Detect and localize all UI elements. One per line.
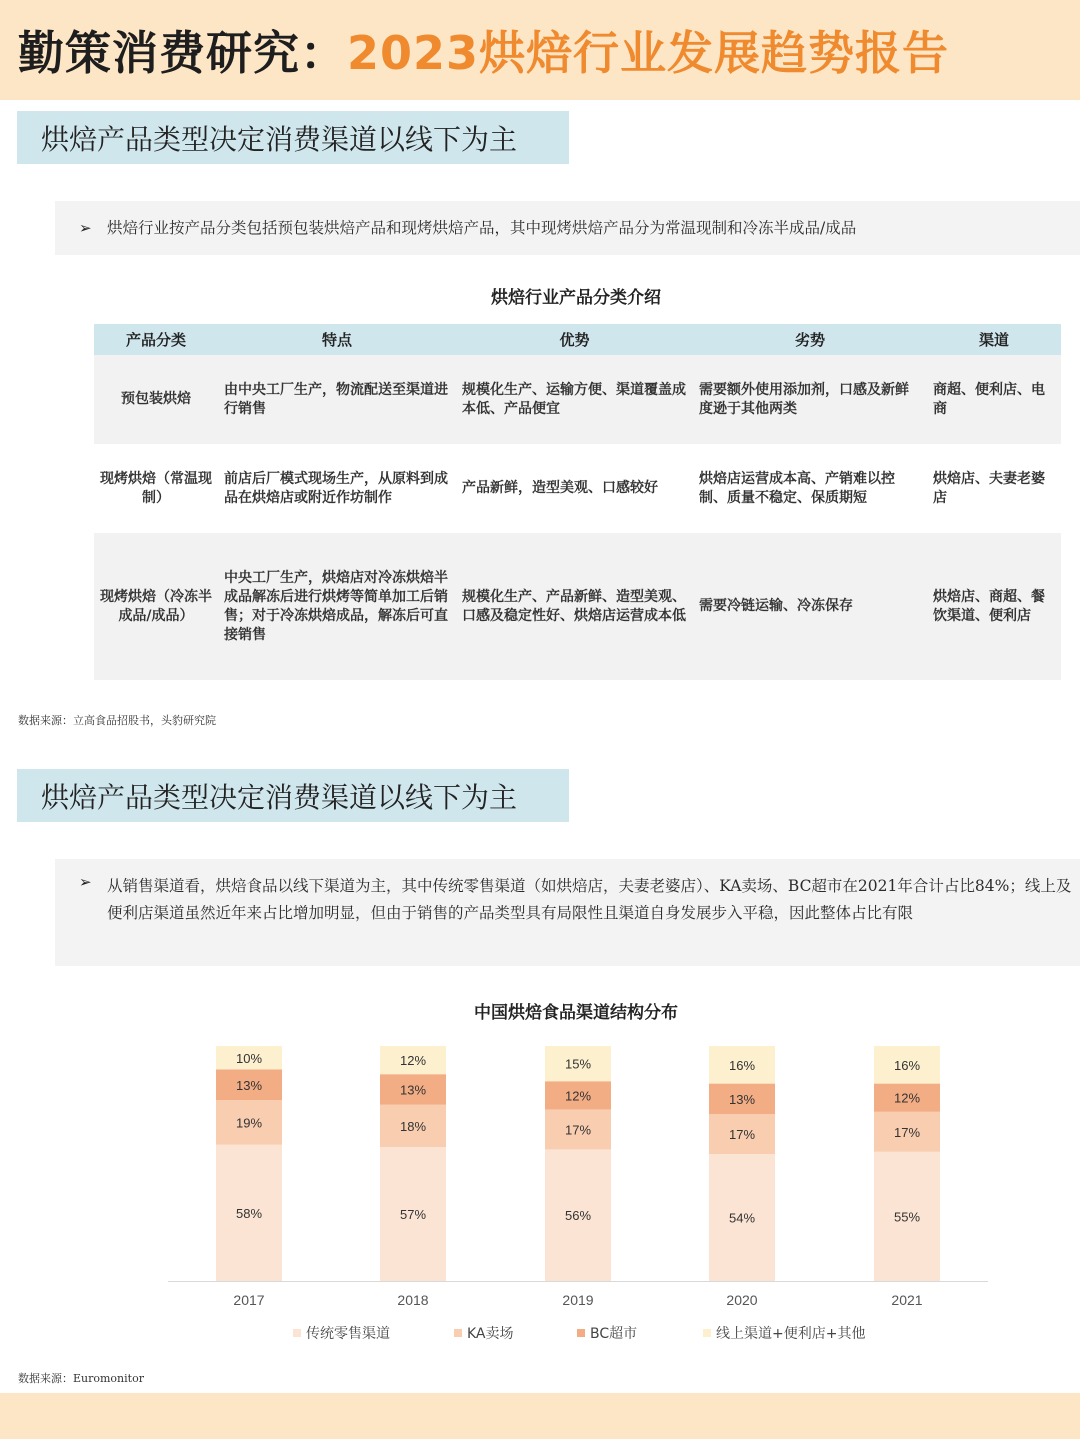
data-label: 16% xyxy=(728,1057,756,1073)
bullet-text: 从销售渠道看，烘焙食品以线下渠道为主，其中传统零售渠道（如烘焙店，夫妻老婆店）、KA卖场、BC超市在2021年合计占比84%；线上及便利店渠道虽然近年来占比增加明显，但由于销售的产品类型具有局限性且渠道自身发展步入平稳，因此整体占比有限 xyxy=(107,877,1072,922)
data-label: 17% xyxy=(893,1124,921,1140)
data-label: 17% xyxy=(728,1127,756,1143)
arrow-bullet-icon: ➢ xyxy=(79,219,92,237)
section-heading-channels: 烘焙产品类型决定消费渠道以线下为主 xyxy=(17,769,569,822)
table-cell: 规模化生产、产品新鲜、造型美观、口感及稳定性好、烘焙店运营成本低 xyxy=(456,533,693,680)
table-cell: 产品新鲜，造型美观、口感较好 xyxy=(462,480,658,496)
data-source-note: 数据来源：Euromonitor xyxy=(18,1372,144,1385)
data-label: 13% xyxy=(235,1077,263,1093)
section-heading-product-types: 烘焙产品类型决定消费渠道以线下为主 xyxy=(17,111,569,164)
legend-label: 传统零售渠道 xyxy=(306,1326,390,1342)
data-label: 56% xyxy=(564,1208,592,1224)
chart-title: 中国烘焙食品渠道结构分布 xyxy=(474,1003,678,1023)
footer-band xyxy=(0,1393,1080,1439)
bullet-point-channels xyxy=(55,859,1080,966)
report-title-prefix: 勤策消费研究： xyxy=(18,26,347,80)
table-cell: 现烤烘焙（冷冻半成品/成品） xyxy=(94,533,218,680)
legend-label: 线上渠道+便利店+其他 xyxy=(716,1326,866,1342)
arrow-bullet-icon: ➢ xyxy=(79,873,92,891)
data-label: 12% xyxy=(893,1090,921,1106)
data-label: 12% xyxy=(399,1053,427,1069)
bullet-point-classification xyxy=(55,201,1080,255)
data-label: 13% xyxy=(728,1091,756,1107)
product-classification-table xyxy=(94,324,1061,680)
legend-swatch xyxy=(454,1329,462,1337)
data-label: 19% xyxy=(235,1115,263,1131)
table-cell: 烘焙店运营成本高、产销难以控制、质量不稳定、保质期短 xyxy=(699,470,895,506)
data-label: 12% xyxy=(564,1088,592,1104)
report-title-banner xyxy=(0,0,1080,100)
header-advantages: 优势 xyxy=(456,324,693,355)
x-tick-label: 2019 xyxy=(562,1292,594,1308)
data-label: 10% xyxy=(235,1050,263,1066)
x-tick-label: 2020 xyxy=(726,1292,758,1308)
x-tick-label: 2018 xyxy=(397,1292,429,1308)
legend-label: BC超市 xyxy=(590,1326,638,1342)
data-label: 18% xyxy=(399,1118,427,1134)
table-cell: 前店后厂模式现场生产，从原料到成品在烘焙店或附近作坊制作 xyxy=(224,470,448,506)
header-channels: 渠道 xyxy=(927,324,1061,355)
table-cell: 预包装烘焙 xyxy=(94,355,218,444)
x-tick-label: 2017 xyxy=(233,1292,265,1308)
data-source-note: 数据来源：立高食品招股书，头豹研究院 xyxy=(18,714,216,727)
table-row xyxy=(94,533,1061,680)
report-title-main: 2023烘焙行业发展趋势报告 xyxy=(347,26,950,80)
legend-swatch xyxy=(293,1329,301,1337)
header-disadvantages: 劣势 xyxy=(693,324,927,355)
header-features: 特点 xyxy=(218,324,456,355)
table-header-row xyxy=(94,324,1061,355)
data-label: 55% xyxy=(893,1209,921,1225)
data-label: 54% xyxy=(728,1210,756,1226)
data-label: 57% xyxy=(399,1207,427,1223)
table-cell: 需要冷链运输、冷冻保存 xyxy=(693,533,927,680)
table-title: 烘焙行业产品分类介绍 xyxy=(491,288,661,308)
table-row xyxy=(94,444,1061,533)
data-label: 13% xyxy=(399,1082,427,1098)
data-label: 16% xyxy=(893,1057,921,1073)
data-label: 15% xyxy=(564,1056,592,1072)
legend-swatch xyxy=(703,1329,711,1337)
table-cell: 商超、便利店、电商 xyxy=(927,355,1061,444)
legend-label: KA卖场 xyxy=(467,1326,514,1342)
table-cell: 烘焙店、商超、餐饮渠道、便利店 xyxy=(927,533,1061,680)
table-cell: 中央工厂生产，烘焙店对冷冻烘焙半成品解冻后进行烘烤等简单加工后销售；对于冷冻烘焙成品，解冻后可直接销售 xyxy=(218,533,456,680)
data-label: 58% xyxy=(235,1205,263,1221)
table-cell: 规模化生产、运输方便、渠道覆盖成本低、产品便宜 xyxy=(456,355,693,444)
table-cell: 需要额外使用添加剂，口感及新鲜度逊于其他两类 xyxy=(693,355,927,444)
legend-swatch xyxy=(577,1329,585,1337)
data-label: 17% xyxy=(564,1122,592,1138)
header-category: 产品分类 xyxy=(94,324,218,355)
bullet-text: 烘焙行业按产品分类包括预包装烘焙产品和现烤烘焙产品，其中现烤烘焙产品分为常温现制和冷冻半成品/成品 xyxy=(107,218,857,237)
channel-structure-stacked-bar-chart xyxy=(150,1030,1000,1360)
x-tick-label: 2021 xyxy=(891,1292,923,1308)
table-row xyxy=(94,355,1061,444)
table-cell: 烘焙店、夫妻老婆店 xyxy=(933,470,1045,506)
table-cell: 由中央工厂生产，物流配送至渠道进行销售 xyxy=(218,355,456,444)
table-cell: 现烤烘焙（常温现制） xyxy=(100,470,212,506)
